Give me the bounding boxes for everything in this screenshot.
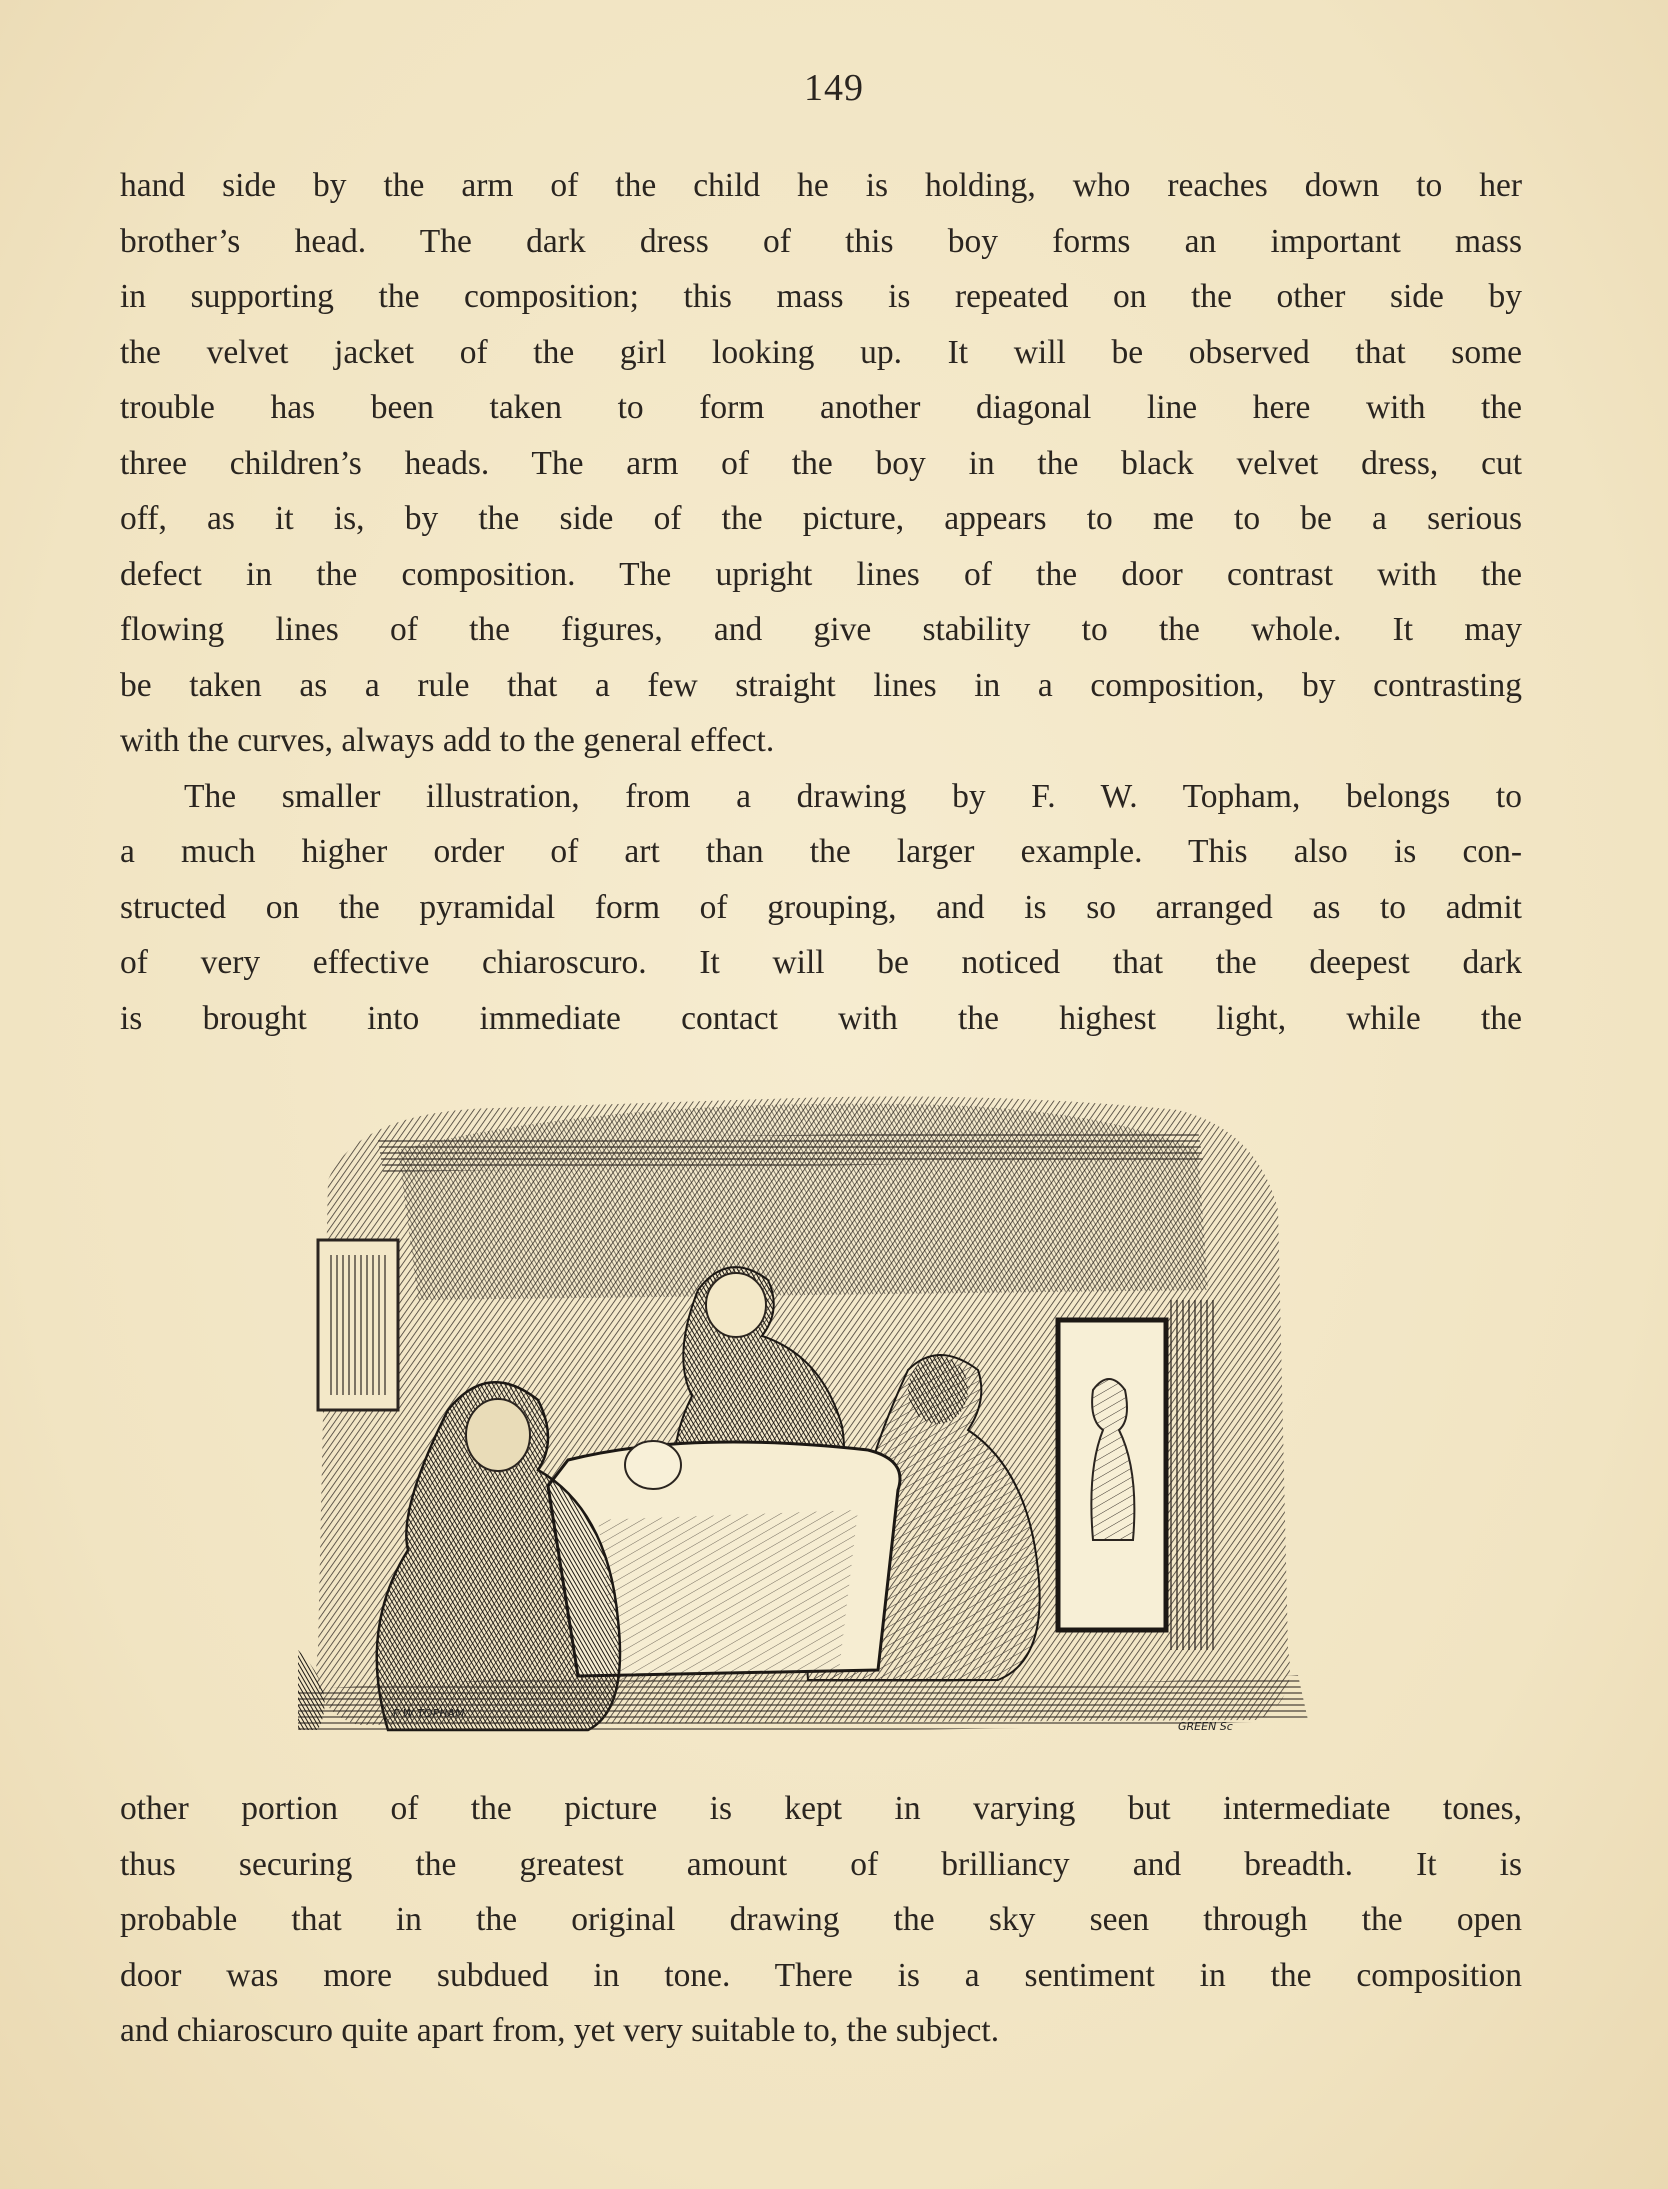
text-line: The smaller illustration, from a drawing by F. W. Topham, belongs to xyxy=(184,777,1522,815)
text-line: is brought into immediate contact with the highest light, while the xyxy=(120,999,1522,1037)
text-line: flowing lines of the figures, and give stability to the whole. It may xyxy=(120,611,1522,648)
text-line: three children’s heads. The arm of the boy in the black velvet dress, cut xyxy=(120,444,1522,482)
text-line: off, as it is, by the side of the picture, appears to me to be a serious xyxy=(120,500,1522,537)
text-line: and chiaroscuro quite apart from, yet very suitable to, the subject. xyxy=(120,2012,1000,2049)
text-line: in supporting the composition; this mass is repeated on the other side by xyxy=(120,278,1522,315)
text-line: other portion of the picture is kept in varying but intermediate tones, xyxy=(120,1790,1522,1827)
text-line: with the curves, always add to the general effect. xyxy=(120,722,775,759)
text-line: hand side by the arm of the child he is holding, who reaches down to her xyxy=(120,167,1522,204)
page-number: 149 xyxy=(804,67,864,109)
artist-credit: F W TOPHAM xyxy=(393,1707,465,1720)
text-line: trouble has been taken to form another diagonal line here with the xyxy=(120,389,1522,426)
text-line: probable that in the original drawing the sky seen through the open xyxy=(120,1901,1522,1938)
text-line: of very effective chiaroscuro. It will be noticed that the deepest dark xyxy=(120,944,1522,981)
text-line: structed on the pyramidal form of grouping, and is so arranged as to admit xyxy=(120,888,1522,926)
text-line: be taken as a rule that a few straight lines in a composition, by contrasting xyxy=(120,666,1522,704)
engraver-credit: GREEN Sc xyxy=(1178,1720,1233,1733)
text-line: the velvet jacket of the girl looking up. It will be observed that some xyxy=(120,333,1522,371)
text-line: thus securing the greatest amount of brilliancy and breadth. It is xyxy=(120,1845,1522,1883)
paragraph-bottom xyxy=(120,1781,1522,2059)
text-line: door was more subdued in tone. There is a sentiment in the composition xyxy=(120,1956,1522,1994)
text-line: defect in the composition. The upright lines of the door contrast with the xyxy=(120,555,1522,593)
paragraph-top xyxy=(120,158,1522,1046)
text-line: a much higher order of art than the larger example. This also is con- xyxy=(120,833,1522,870)
text-line: brother’s head. The dark dress of this boy forms an important mass xyxy=(120,222,1522,260)
engraving-illustration xyxy=(298,1090,1354,1736)
